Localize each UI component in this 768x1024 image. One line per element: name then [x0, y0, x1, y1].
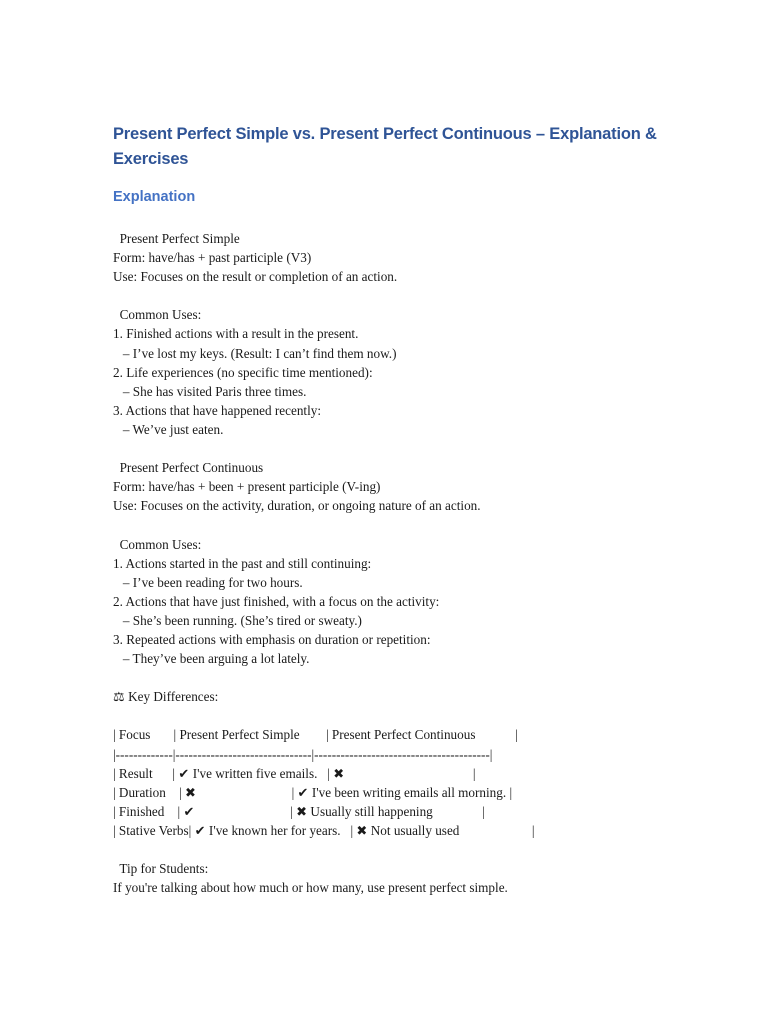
text-line: 3. Actions that have happened recently: [113, 402, 321, 418]
text-line: – I’ve been reading for two hours. [113, 574, 303, 590]
text-line: Common Uses: [113, 307, 202, 323]
text-line: Common Uses: [113, 536, 202, 552]
text-line: Use: Focuses on the result or completion of an action. [113, 269, 398, 285]
document-page [113, 122, 713, 896]
text-line: 3. Repeated actions with emphasis on duration or repetition: [113, 631, 431, 647]
text-line: – We’ve just eaten. [113, 421, 224, 437]
text-line [113, 668, 713, 687]
text-line [113, 286, 713, 305]
text-line: Tip for Students: [113, 861, 209, 877]
text-line: | Finished | ✔ | ✖ Usually still happening | [113, 803, 485, 819]
text-line: – She’s been running. (She’s tired or sweaty.) [113, 612, 362, 628]
text-line [113, 706, 713, 725]
text-line: – They’ve been arguing a lot lately. [113, 651, 310, 667]
text-line: Present Perfect Continuous [113, 460, 264, 476]
text-line: 2. Actions that have just finished, with a focus on the activity: [113, 593, 440, 609]
text-line [113, 439, 713, 458]
document-title: Present Perfect Simple vs. Present Perfect Continuous – Explanation & Exercises [113, 125, 657, 168]
text-line: Present Perfect Simple [113, 231, 240, 246]
text-line: 2. Life experiences (no specific time mentioned): [113, 364, 373, 380]
text-line: ⚖ Key Differences: [113, 689, 219, 705]
text-line: – I’ve lost my keys. (Result: I can’t find them now.) [113, 345, 397, 361]
text-line: If you're talking about how much or how many, use present perfect simple. [113, 880, 508, 896]
text-line: – She has visited Paris three times. [113, 383, 307, 399]
text-line: | Duration | ✖ | ✔ I've been writing emails all morning. | [113, 784, 513, 800]
text-line: Use: Focuses on the activity, duration, or ongoing nature of an action. [113, 498, 481, 514]
text-line: |-------------|-------------------------------|----------------------------------------| [113, 746, 493, 762]
text-line [113, 840, 713, 859]
text-line: | Stative Verbs| ✔ I've known her for years. | ✖ Not usually used | [113, 822, 535, 838]
document-body [113, 229, 713, 897]
text-line: Form: have/has + past participle (V3) [113, 250, 312, 266]
text-line: | Result | ✔ I've written five emails. | ✖ | [113, 765, 476, 781]
text-line: 1. Actions started in the past and still continuing: [113, 555, 372, 571]
section-heading-explanation: Explanation [113, 189, 196, 205]
text-line: | Focus | Present Perfect Simple | Present Perfect Continuous | [113, 727, 518, 743]
text-line: Form: have/has + been + present participle (V-ing) [113, 479, 381, 495]
text-line: 1. Finished actions with a result in the present. [113, 326, 359, 342]
text-line [113, 515, 713, 534]
